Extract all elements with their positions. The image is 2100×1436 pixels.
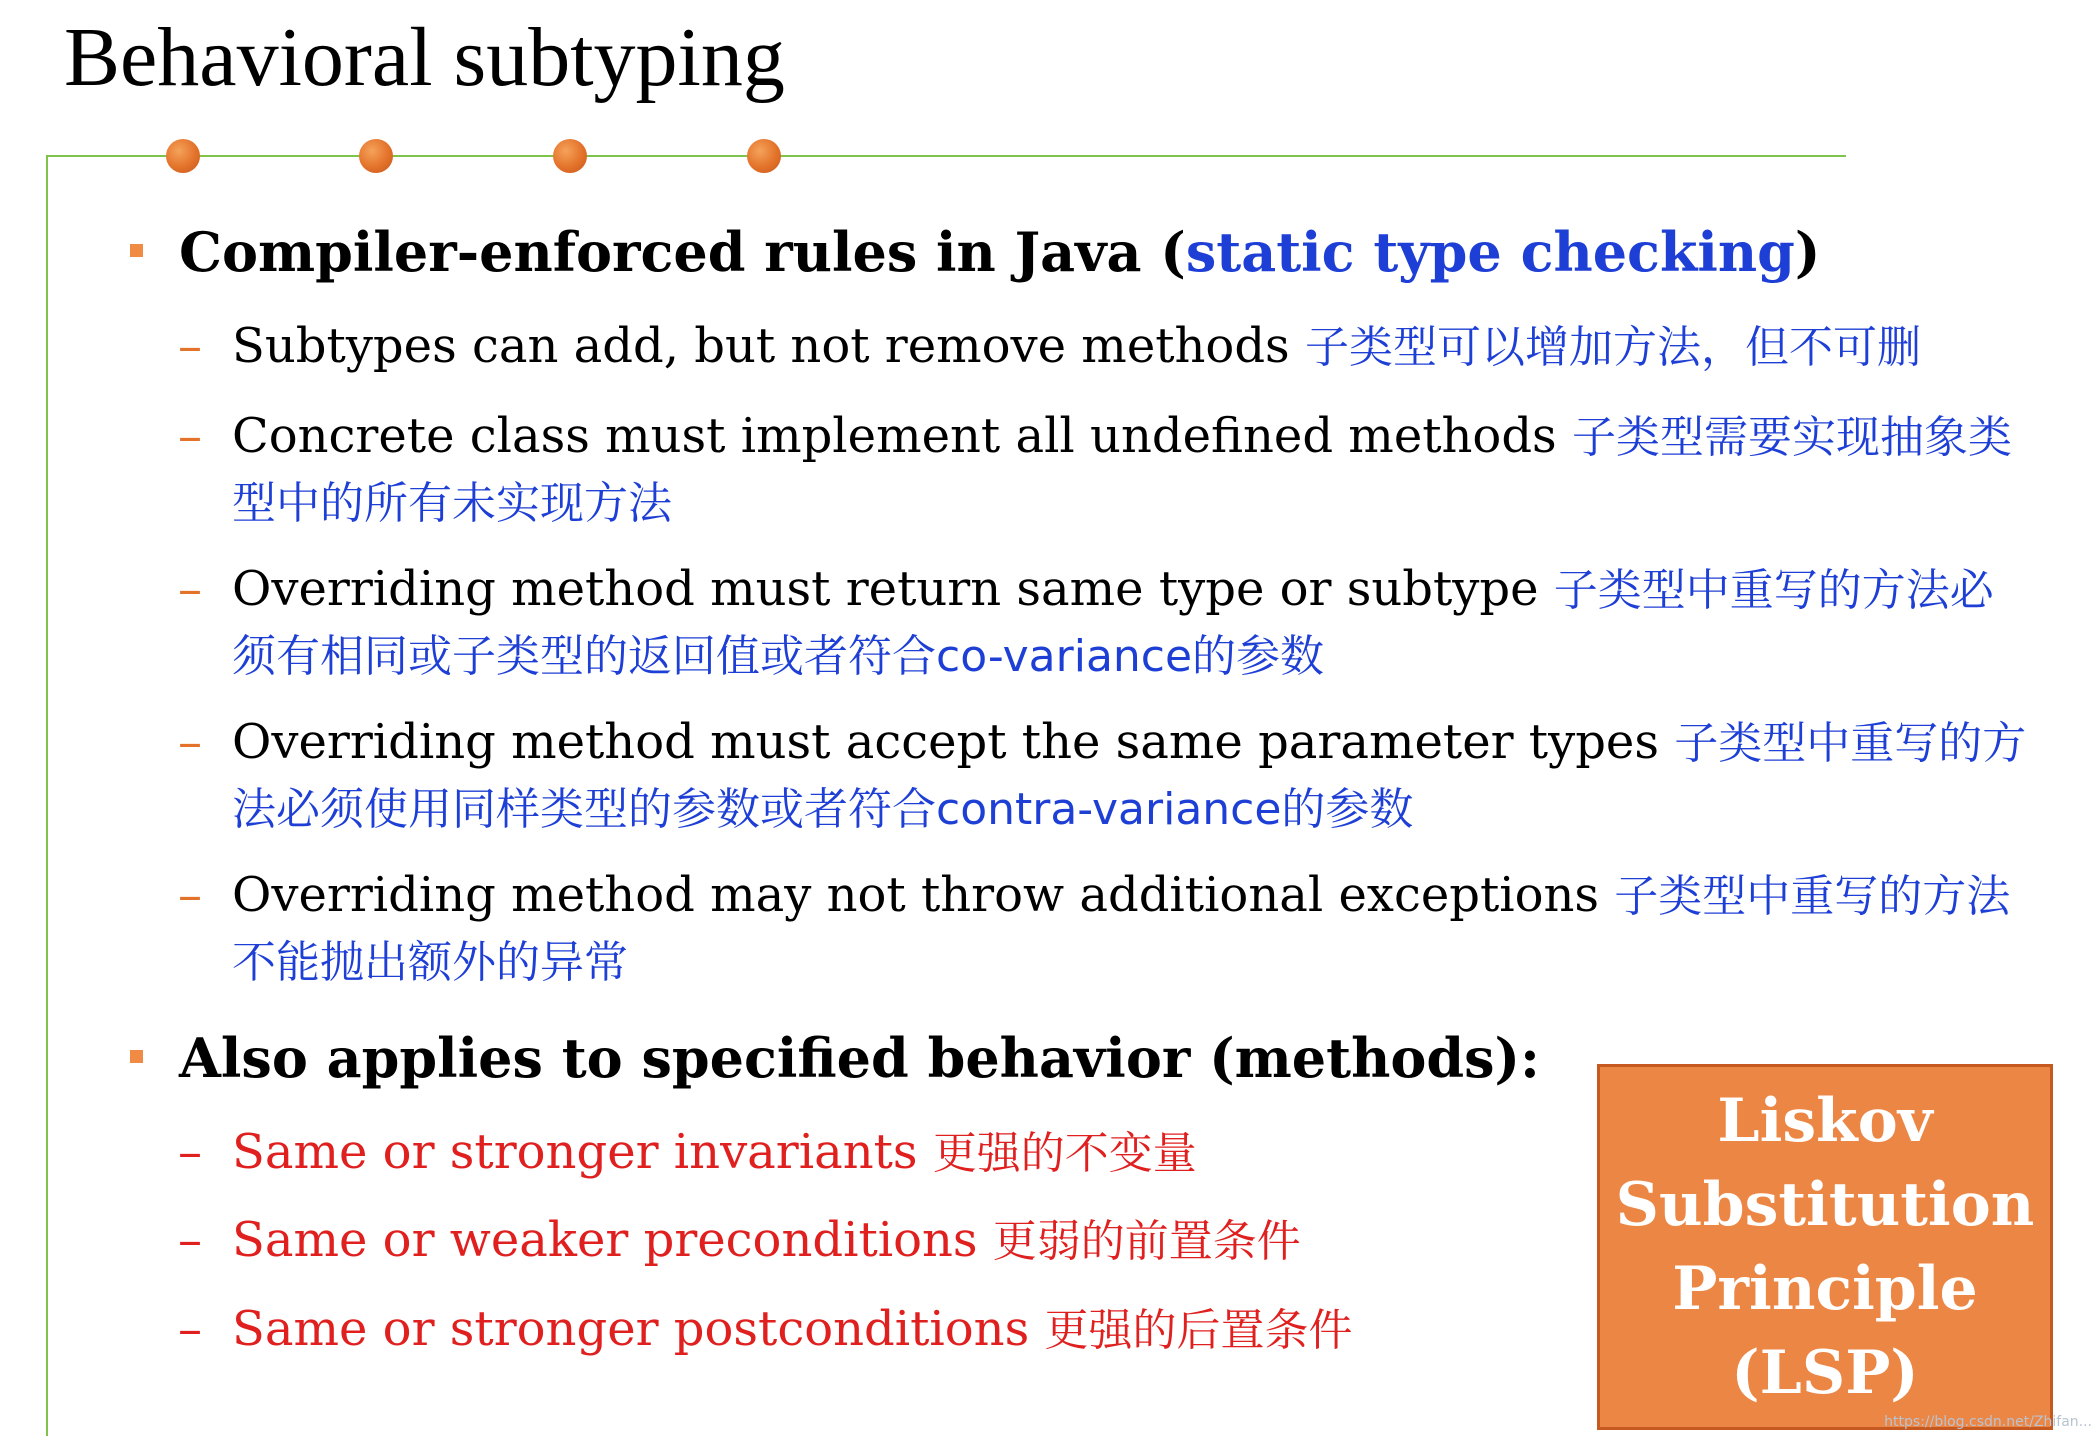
lsp-line-2: Substitution — [1615, 1170, 2035, 1240]
rule-item-5-en: Overriding method may not throw additional exceptions — [232, 867, 1615, 923]
watermark-url: https://blog.csdn.net/Zhifan... — [1884, 1414, 2092, 1430]
dash-icon: – — [178, 714, 202, 770]
decorative-dot-4 — [747, 139, 781, 173]
rule-item-3-en: Overriding method must return same type or subtype — [232, 561, 1554, 617]
spec-item-1 — [178, 1120, 1612, 1186]
rule-item-2-en: Concrete class must implement all undefined methods — [232, 408, 1572, 464]
frame-left-line — [46, 155, 48, 1436]
rule-item-5 — [178, 863, 2038, 995]
spec-item-3-en: Same or stronger postconditions — [232, 1301, 1045, 1357]
rule-item-2-cn: 子类型需要实现抽象类型中的所有未实现方法 — [232, 412, 2012, 529]
dash-icon: – — [178, 561, 202, 617]
spec-item-1-en: Same or stronger invariants — [232, 1124, 933, 1180]
rule-item-1 — [178, 314, 2100, 380]
rule-item-2 — [178, 404, 2038, 536]
section2-heading: Also applies to specified behavior (methods): — [179, 1026, 1540, 1090]
rule-item-1-cn: 子类型可以增加方法，但不可删 — [1304, 322, 1921, 373]
rule-item-4-en: Overriding method must accept the same parameter types — [232, 714, 1675, 770]
slide-title: Behavioral subtyping — [64, 11, 785, 104]
dash-icon: – — [178, 867, 202, 923]
lsp-line-4: (LSP) — [1731, 1338, 1919, 1408]
spec-item-2 — [178, 1208, 1612, 1274]
lsp-callout-box — [1597, 1064, 2053, 1430]
rule-item-1-en: Subtypes can add, but not remove methods — [232, 318, 1305, 374]
dash-icon: – — [178, 1301, 202, 1357]
section1-heading-prefix: Compiler-enforced rules in Java ( — [179, 220, 1186, 284]
spec-item-3-cn: 更强的后置条件 — [1044, 1305, 1353, 1356]
rule-item-5-cn: 子类型中重写的方法不能抛出额外的异常 — [232, 871, 2011, 988]
dash-icon: – — [178, 318, 202, 374]
spec-item-2-en: Same or weaker preconditions — [232, 1212, 993, 1268]
lsp-line-1: Liskov — [1717, 1086, 1933, 1156]
rule-item-4-cn: 子类型中重写的方法必须使用同样类型的参数或者符合contra-variance的参数 — [232, 718, 2027, 835]
section1-heading-highlight: static type checking — [1185, 220, 1795, 284]
decorative-dot-2 — [359, 139, 393, 173]
square-bullet-icon — [130, 1050, 143, 1063]
rule-item-3 — [178, 557, 2038, 689]
lsp-line-3: Principle — [1672, 1254, 1978, 1324]
spec-item-2-cn: 更弱的前置条件 — [992, 1216, 1301, 1267]
spec-item-1-cn: 更强的不变量 — [932, 1128, 1197, 1179]
rule-item-3-cn: 子类型中重写的方法必须有相同或子类型的返回值或者符合co-variance的参数 — [232, 565, 1994, 682]
dash-icon: – — [178, 1212, 202, 1268]
dash-icon: – — [178, 1124, 202, 1180]
square-bullet-icon — [130, 244, 143, 257]
decorative-dot-1 — [166, 139, 200, 173]
spec-item-3 — [178, 1297, 1612, 1363]
frame-top-line — [46, 155, 1846, 157]
dash-icon: – — [178, 408, 202, 464]
section1-heading-suffix: ) — [1794, 220, 1821, 284]
rule-item-4 — [178, 710, 2038, 842]
decorative-dot-3 — [553, 139, 587, 173]
section1-heading — [179, 220, 1820, 284]
